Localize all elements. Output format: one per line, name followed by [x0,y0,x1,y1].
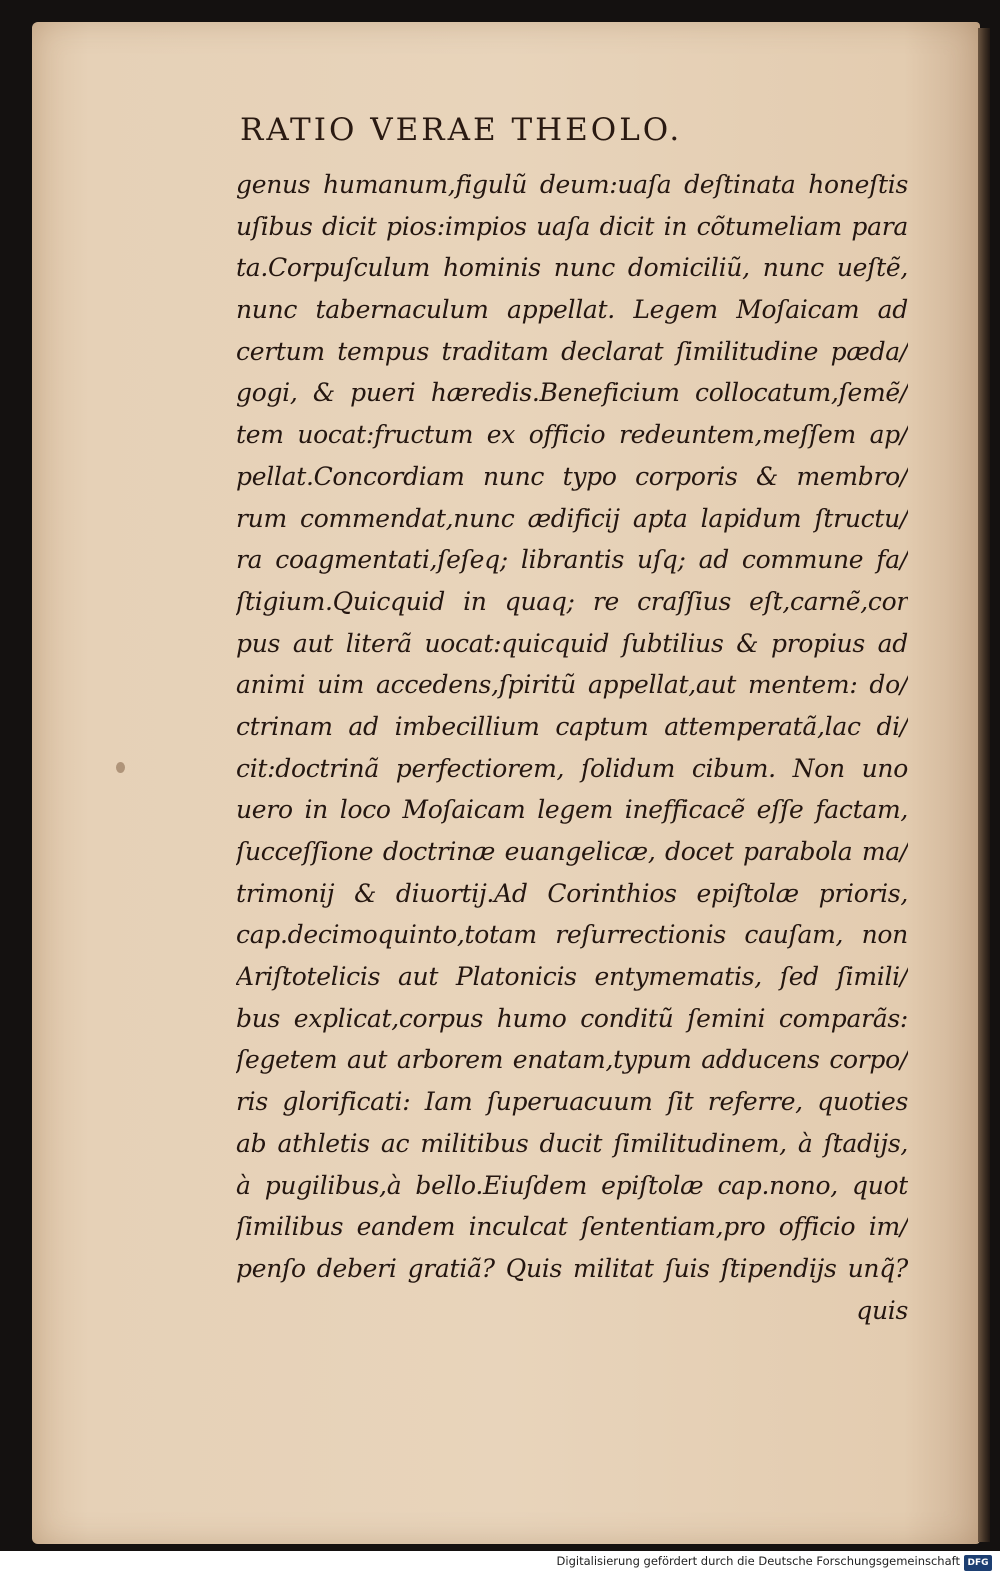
text-line: animi uim accedens,ſpiritũ appellat,aut mentem: do/ [236,670,908,700]
page-edge [978,28,990,1542]
text-line: tem uocat:fructum ex officio redeuntem,meſſem ap/ [236,420,908,450]
text-line: genus humanum,figulũ deum:uaſa deſtinata honeſtis [236,170,908,199]
text-line: nunc tabernaculum appellat. Legem Moſaicam ad [236,295,908,325]
text-line: ctrinam ad imbecillium captum attemperatã,lac di/ [236,711,908,741]
text-line: ab athletis ac militibus ducit ſimilitudinem, à ſtadijs, [236,1128,908,1158]
text-line: penſo deberi gratiã? Quis militat ſuis ſtipendijs unq̃? [236,1253,908,1283]
footer-credit: Digitalisierung gefördert durch die Deutsche Forschungsgemeinschaft [556,1554,960,1568]
text-line: trimonij & diuortij.Ad Corinthios epiſtolæ prioris, [236,878,908,908]
running-head: RATIO VERAE THEOLO. [240,112,683,148]
body-text [236,164,908,1331]
dfg-logo: DFG [964,1555,992,1571]
text-line: ta.Corpuſculum hominis nunc domiciliũ, nunc ueſtẽ, [236,253,908,283]
text-line: ra coagmentati,ſeſeq; librantis uſq; ad commune fa/ [236,545,908,575]
text-line: pellat.Concordiam nunc typo corporis & membro/ [236,461,908,491]
text-line: uero in loco Moſaicam legem inefficacẽ eſſe factam, [236,795,908,825]
text-line: pus aut literã uocat:quicquid ſubtilius & propius ad [236,628,908,658]
text-line: cit:doctrinã perfectiorem, ſolidum cibum. Non uno [236,753,908,783]
text-line: quis [856,1295,908,1325]
text-line: certum tempus traditam declarat ſimilitudine pæda/ [236,336,908,366]
text-line: ris glorificati: Iam ſuperuacuum ſit referre, quoties [236,1087,908,1117]
text-line: cap.decimoquinto,totam reſurrectionis cauſam, non [236,920,908,950]
text-line: ſucceſſione doctrinæ euangelicæ, docet parabola ma/ [236,837,908,866]
ink-blot [116,762,125,773]
text-line: Ariſtotelicis aut Platonicis entymematis, ſed ſimili/ [236,962,908,992]
text-line: uſibus dicit pios:impios uaſa dicit in cõtumeliam para [236,211,908,241]
text-line: gogi, & pueri hæredis.Beneficium collocatum,ſemẽ/ [236,378,908,408]
text-line: rum commendat,nunc ædificij apta lapidum ſtructu/ [236,503,908,533]
text-line: ſimilibus eandem inculcat ſententiam,pro officio im/ [236,1212,908,1242]
text-line: ſegetem aut arborem enatam,typum adducens corpo/ [236,1045,908,1075]
text-line: ſtigium.Quicquid in quaq; re craſſius eſt,carnẽ,cor [236,586,908,616]
text-line: bus explicat,corpus humo conditũ ſemini comparãs: [236,1003,908,1033]
text-line: à pugilibus,à bello.Eiuſdem epiſtolæ cap.nono, quot [236,1170,908,1200]
